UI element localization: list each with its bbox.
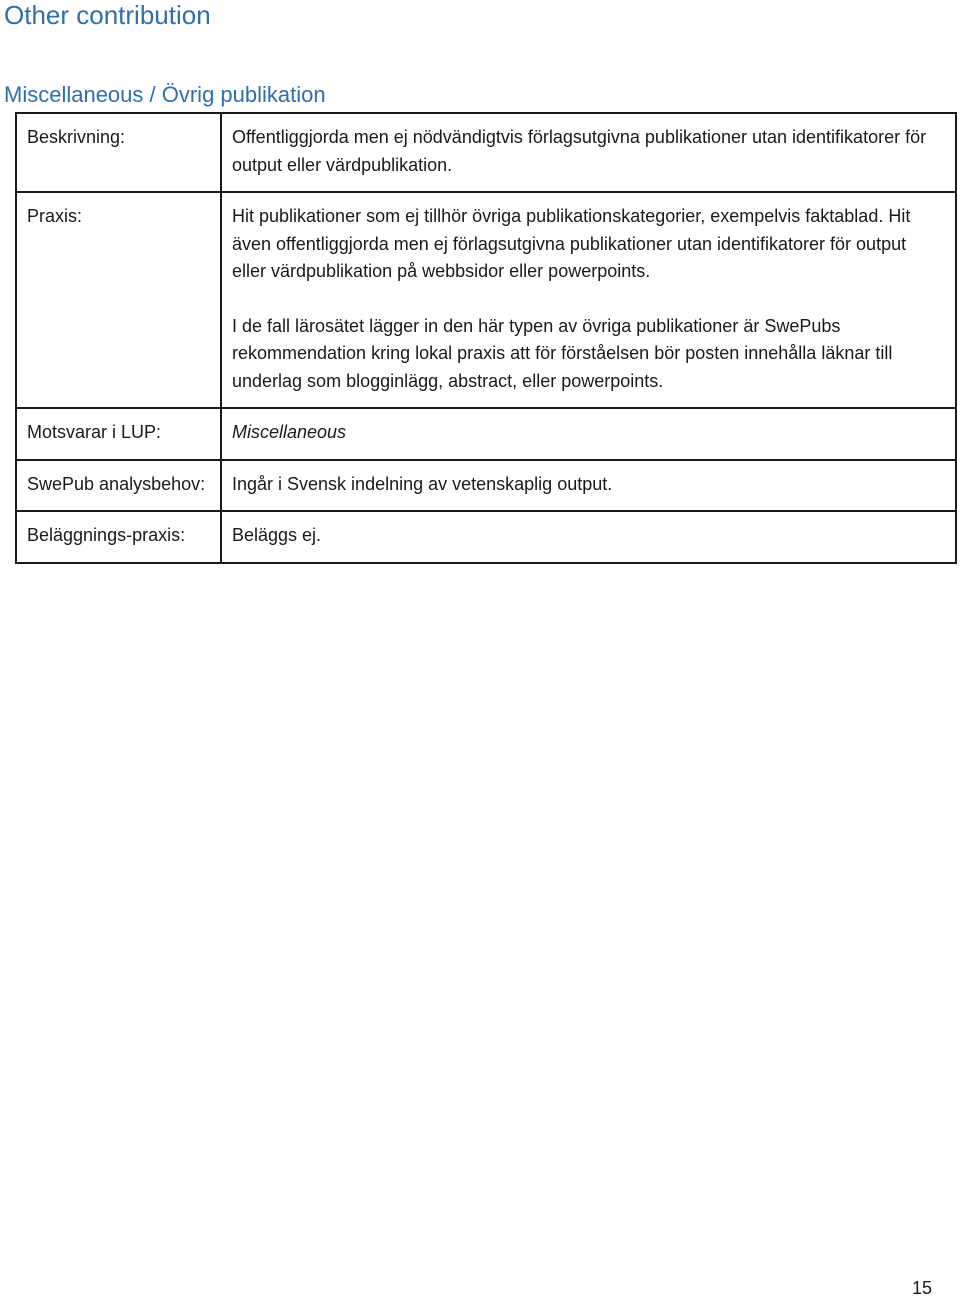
row-value xyxy=(221,113,956,192)
row-label: Beskrivning: xyxy=(16,113,221,192)
row-value: Miscellaneous xyxy=(221,408,956,460)
page-number: 15 xyxy=(912,1278,933,1298)
description-text: Offentliggjorda men ej nödvändigtvis förlagsutgivna publikationer utan identifikatorer för output eller värdpublikation. xyxy=(232,127,927,175)
praxis-paragraph: Hit publikationer som ej tillhör övriga publikationskategorier, exempelvis faktablad. Hit även offentliggjorda men ej förlagsutgivna publikationer utan identifikatorer för output eller värdpublikation på webbsidor eller powerpoints. xyxy=(232,206,911,281)
table-row-motsvarar-lup xyxy=(16,408,956,460)
row-value: Ingår i Svensk indelning av vetenskaplig output. xyxy=(221,460,956,512)
row-value: Beläggs ej. xyxy=(221,511,956,563)
publication-type-table xyxy=(15,112,957,564)
section-title: Miscellaneous / Övrig publikation xyxy=(4,82,326,107)
table-row-belaggningspraxis xyxy=(16,511,956,563)
praxis-paragraph: I de fall lärosätet lägger in den här typen av övriga publikationer är SwePubs rekommendation kring lokal praxis att för förståelsen bör posten innehålla läknar till underlag som blogginlägg, abstract, eller powerpoints. xyxy=(232,315,893,391)
table-row-beskrivning xyxy=(16,113,956,192)
row-label: Praxis: xyxy=(16,192,221,408)
row-label: SwePub analysbehov: xyxy=(16,460,221,512)
row-label: Beläggnings-praxis: xyxy=(16,511,221,563)
row-value xyxy=(221,192,956,408)
table-row-swepub-analysbehov xyxy=(16,460,956,512)
page-title: Other contribution xyxy=(4,0,211,30)
table-row-praxis xyxy=(16,192,956,408)
row-label: Motsvarar i LUP: xyxy=(16,408,221,460)
